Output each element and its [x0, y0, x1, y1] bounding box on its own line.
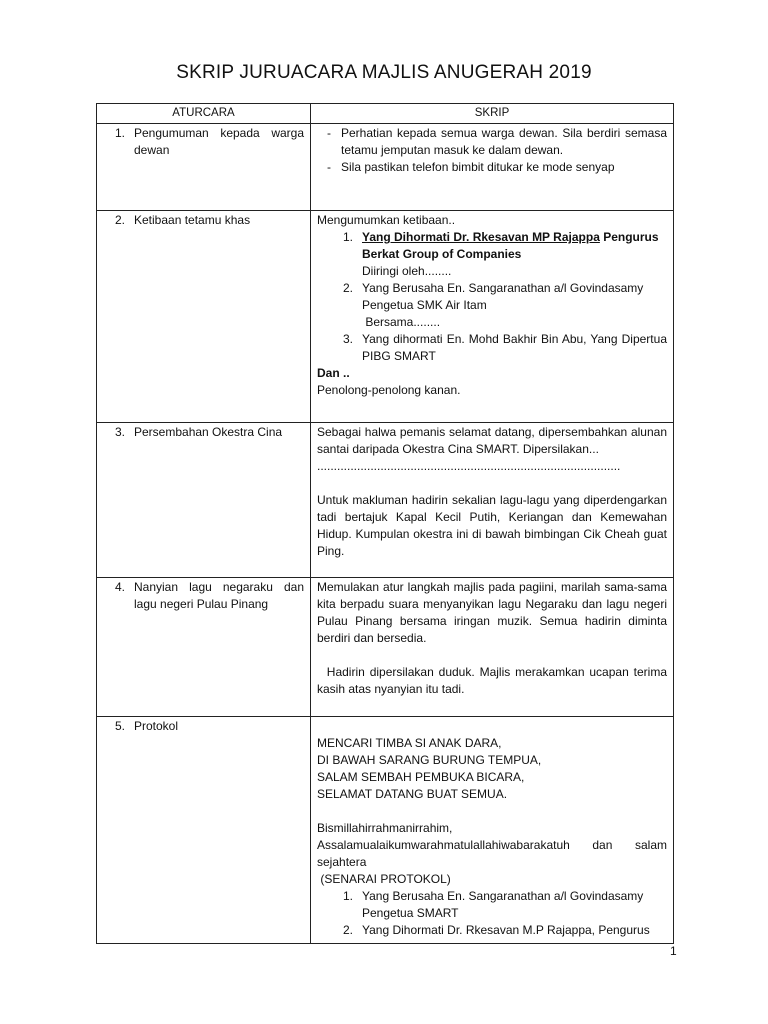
script-cell	[311, 124, 674, 211]
agenda-label: Protokol	[134, 719, 179, 733]
table-row	[97, 423, 674, 578]
intro-text: Mengumumkan ketibaan..	[317, 213, 456, 227]
agenda-label: Ketibaan tetamu khas	[134, 213, 251, 227]
paragraph: Untuk makluman hadirin sekalian lagu-lagu yang diperdengarkan tadi bertajuk Kapal Kecil Putih, Keriangan dan Kemewahan Hidup. Kumpulan okestra ini di bawah bimbingan Cik Cheah guat Ping.	[317, 493, 667, 558]
agenda-number: 1.	[114, 126, 125, 140]
list-item: - Sila pastikan telefon bimbit ditukar ke mode senyap	[327, 160, 615, 174]
header-aturcara: ATURCARA	[97, 104, 311, 124]
list-item: 1. Yang Dihormati Dr. Rkesavan MP Rajappa Pengurus	[342, 230, 659, 244]
list-item: 3. Yang dihormati En. Mohd Bakhir Bin Abu, Yang Dipertua PIBG SMART	[342, 332, 667, 363]
document-title: SKRIP JURUACARA MAJLIS ANUGERAH 2019	[176, 62, 592, 83]
agenda-cell	[97, 578, 311, 717]
agenda-cell	[97, 124, 311, 211]
list-item: - Perhatian kepada semua warga dewan. Sila berdiri semasa tetamu jemputan masuk ke dalam dewan.	[327, 126, 667, 157]
table-row	[97, 578, 674, 717]
list-item: 2. Yang Berusaha En. Sangaranathan a/l Govindasamy	[342, 281, 644, 295]
script-table	[96, 103, 674, 944]
paragraph: Hadirin dipersilakan duduk. Majlis merakamkan ucapan terima kasih atas nyanyian itu tadi.	[317, 665, 671, 696]
paragraph: Sebagai halwa pemanis selamat datang, dipersembahkan alunan santai daripada Okestra Cina SMART. Dipersilakan...	[317, 425, 667, 456]
list-item: 2. Yang Dihormati Dr. Rkesavan M.P Rajappa, Pengurus	[342, 923, 650, 937]
greeting: Bismillahirrahmanirrahim,	[317, 821, 453, 835]
script-cell: MENCARI TIMBA SI ANAK DARA, DI BAWAH SARANG BURUNG TEMPUA, SALAM SEMBAH PEMBUKA BICARA, SELAMAT DATANG BUAT SEMUA. Bismillahirrahmanirrahim, Assalamualaikumwarahmatulallahiwabarakatuh dan salam sejahtera (SENARAI PROTOKOL) 1. Yang Berusaha En. Sangaranathan a/l Govindasamy Pengetua SMART 2. Yang Dihormati Dr. Rkesavan M.P Rajappa, Pengurus	[311, 717, 674, 944]
agenda-label: Pengumuman kepada warga dewan	[134, 126, 304, 157]
pantun-line: DI BAWAH SARANG BURUNG TEMPUA,	[317, 753, 542, 767]
agenda-cell	[97, 423, 311, 578]
pantun-line: SALAM SEMBAH PEMBUKA BICARA,	[317, 770, 525, 784]
table-row	[97, 717, 674, 944]
agenda-label: Persembahan Okestra Cina	[134, 425, 283, 439]
page-number: 1	[670, 944, 677, 958]
agenda-number: 5.	[114, 719, 125, 733]
greeting: Assalamualaikumwarahmatulallahiwabarakatuh dan salam sejahtera	[317, 838, 667, 869]
table-row	[97, 124, 674, 211]
protocol-heading: (SENARAI PROTOKOL)	[317, 872, 451, 886]
dotted-line: ...........................................................................................	[317, 459, 621, 473]
agenda-number: 3.	[114, 425, 125, 439]
paragraph: Memulakan atur langkah majlis pada pagiini, marilah sama-sama kita berpadu suara menyanyikan lagu Negaraku dan lagu negeri Pulau Pinang bersama iringan muzik. Semua hadirin diminta berdiri dan bersedia.	[317, 580, 667, 645]
agenda-number: 4.	[114, 580, 125, 594]
agenda-cell	[97, 717, 311, 944]
agenda-number: 2.	[114, 213, 125, 227]
list-item: 1. Yang Berusaha En. Sangaranathan a/l Govindasamy	[342, 889, 644, 903]
pantun-line: MENCARI TIMBA SI ANAK DARA,	[317, 736, 502, 750]
script-cell: Mengumumkan ketibaan.. 1. Yang Dihormati Dr. Rkesavan MP Rajappa Pengurus Berkat Group of Companies Diiringi oleh........ 2. Yang Berusaha En. Sangaranathan a/l Govindasamy Pengetua SMK Air Itam Bersama........ 3. Yang dihormati En. Mohd Bakhir Bin Abu, Yang Dipertua PIBG SMART Dan .. Penolong-penolong kanan.	[311, 211, 674, 423]
table-row	[97, 211, 674, 423]
script-cell	[311, 423, 674, 578]
table-header-row	[97, 104, 674, 124]
agenda-cell	[97, 211, 311, 423]
header-skrip: SKRIP	[311, 104, 674, 124]
pantun-line: SELAMAT DATANG BUAT SEMUA.	[317, 787, 508, 801]
agenda-label: Nanyian lagu negaraku dan lagu negeri Pulau Pinang	[134, 580, 304, 611]
script-cell	[311, 578, 674, 717]
